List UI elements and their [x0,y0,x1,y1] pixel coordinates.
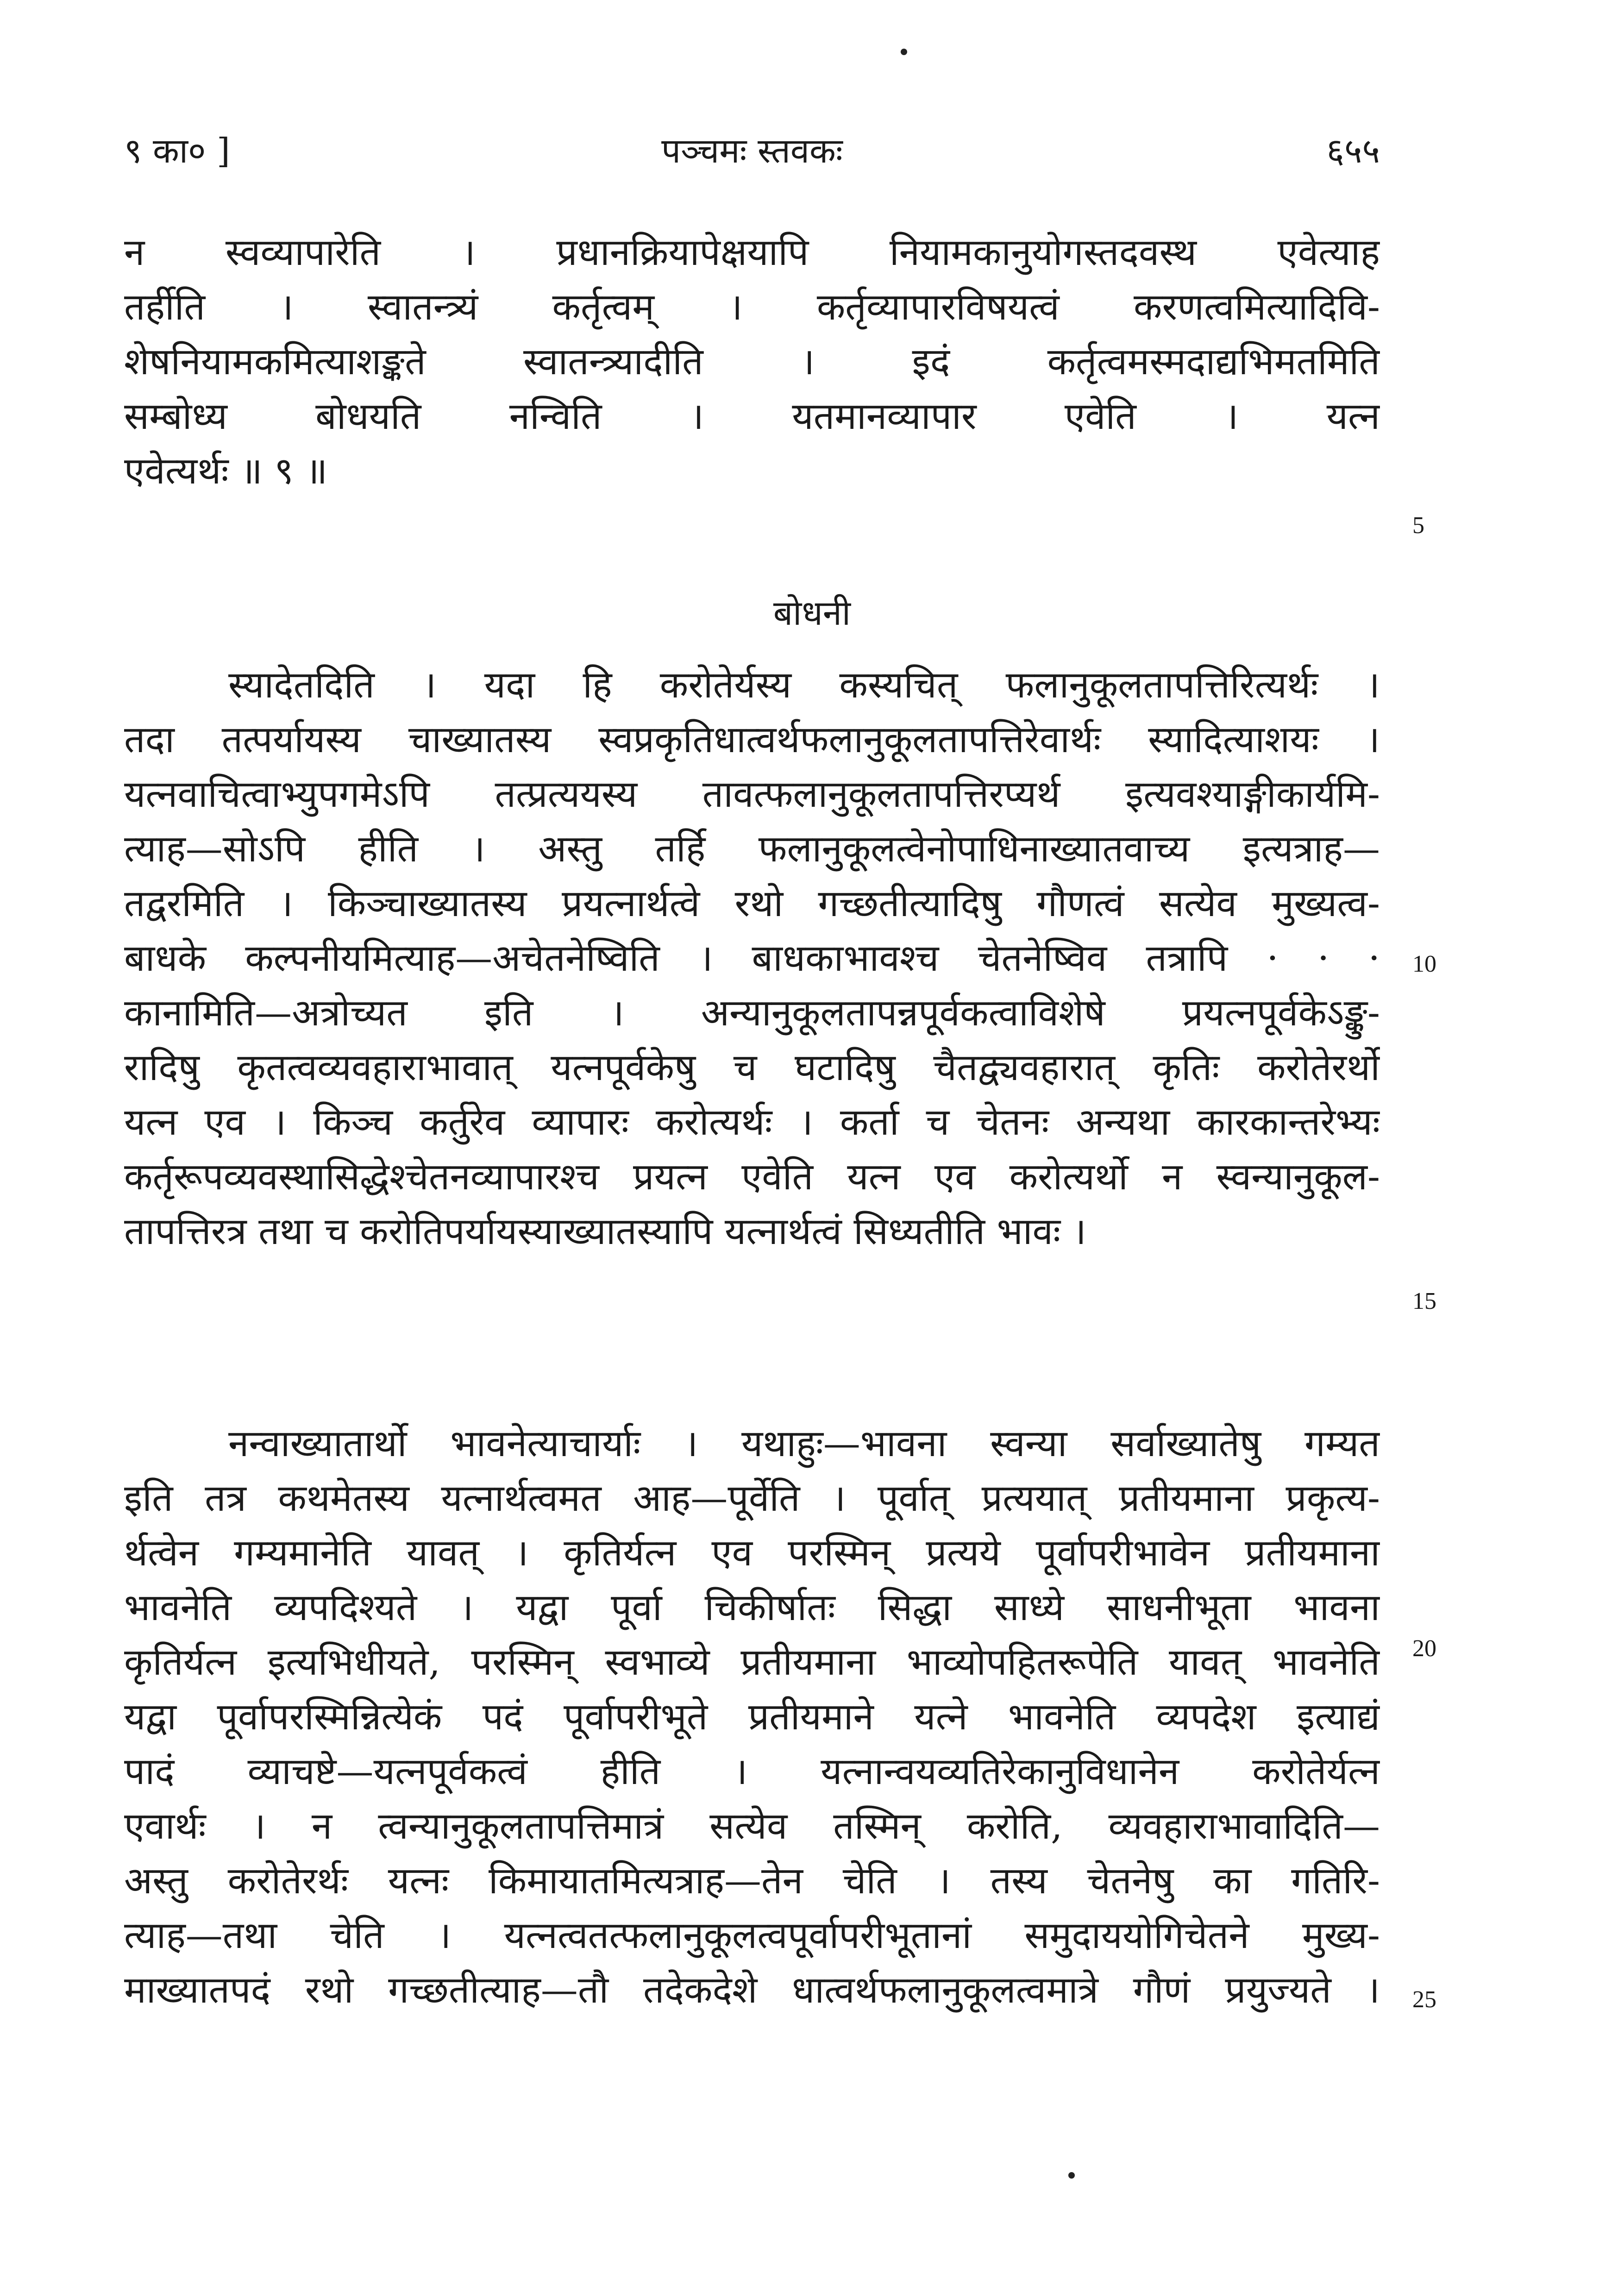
text-line: तद्वरमिति । किञ्चाख्यातस्य प्रयत्नार्थत्वे रथो गच्छतीत्यादिषु गौणत्वं सत्येव मुख्यत्व- [124,882,1380,925]
line-number: 5 [1412,512,1424,539]
section-heading: बोधनी [773,593,851,633]
text-line: एवार्थः । न त्वन्यानुकूलतापत्तिमात्रं सत्येव तस्मिन् करोति, व्यवहाराभावादिति— [124,1804,1380,1847]
header-section-title: पञ्चमः स्तवकः [661,131,843,171]
text-line: नन्वाख्यातार्थो भावनेत्याचार्याः । यथाहुः—भावना स्वन्या सर्वाख्यातेषु गम्यत [228,1422,1380,1465]
text-line: कृतिर्यत्न इत्यभिधीयते, परस्मिन् स्वभाव्ये प्रतीयमाना भाव्योपहितरूपेति यावत् भावनेति [124,1640,1380,1684]
text-line: त्याह—सोऽपि हीति । अस्तु तर्हि फलानुकूलत्वेनोपाधिनाख्यातवाच्य इत्यत्राह— [124,827,1380,870]
text-line: इति तत्र कथमेतस्य यत्नार्थत्वमत आह—पूर्वेति । पूर्वात् प्रत्ययात् प्रतीयमाना प्रकृत्य- [124,1476,1380,1520]
line-number: 15 [1412,1288,1436,1314]
header-chapter-ref: ९ का० ] [124,131,230,171]
text-line: तापत्तिरत्र तथा च करोतिपर्यायस्याख्यातस्यापि यत्नार्थत्वं सिध्यतीति भावः । [124,1210,1086,1253]
line-number: 20 [1412,1635,1436,1662]
text-line: न स्वव्यापारेति । प्रधानक्रियापेक्षयापि नियामकानुयोगस्तदवस्थ एवेत्याह [124,231,1380,274]
text-line: कर्तृरूपव्यवस्थासिद्धेश्चेतनव्यापारश्च प्रयत्न एवेति यत्न एव करोत्यर्थो न स्वन्यानुकूल- [124,1155,1380,1198]
text-line: यत्न एव । किञ्च कर्तुरेव व्यापारः करोत्यर्थः । कर्ता च चेतनः अन्यथा कारकान्तरेभ्यः [124,1100,1380,1143]
text-line: कानामिति—अत्रोच्यत इति । अन्यानुकूलतापन्नपूर्वकत्वाविशेषे प्रयत्नपूर्वकेऽङ्कु- [124,991,1380,1034]
text-line: बाधके कल्पनीयमित्याह—अचेतनेष्विति । बाधकाभावश्च चेतनेष्विव तत्रापि · · · [124,936,1380,980]
line-number: 10 [1412,951,1436,977]
text-line: सम्बोध्य बोधयति नन्विति । यतमानव्यापार एवेति । यत्न [124,395,1380,438]
commentary-paragraph-3 [124,1416,1380,2017]
text-line: माख्यातपदं रथो गच्छतीत्याह—तौ तदेकदेशे धात्वर्थफलानुकूलत्वमात्रे गौणं प्रयुज्यते । [124,1968,1380,2011]
text-line: यत्नवाचित्वाभ्युपगमेऽपि तत्प्रत्ययस्य तावत्फलानुकूलतापत्तिरप्यर्थ इत्यवश्याङ्गीकार्यमि- [124,773,1380,816]
text-line: तदा तत्पर्यायस्य चाख्यातस्य स्वप्रकृतिधात्वर्थफलानुकूलतापत्तिरेवार्थः स्यादित्याशयः । [124,718,1380,761]
header-page-number: ६५५ [1326,131,1380,171]
text-line: अस्तु करोतेरर्थः यत्नः किमायातमित्यत्राह—तेन चेति । तस्य चेतनेषु का गतिरि- [124,1859,1380,1902]
text-line: तर्हीति । स्वातन्त्र्यं कर्तृत्वम् । कर्तृव्यापारविषयत्वं करणत्वमित्यादिवि- [124,285,1380,328]
text-line: पादं व्याचष्टे—यत्नपूर्वकत्वं हीति । यत्नान्वयव्यतिरेकानुविधानेन करोतेर्यत्न [124,1750,1380,1793]
text-line: रादिषु कृतत्वव्यवहाराभावात् यत्नपूर्वकेषु च घटादिषु चैतद्व्यवहारात् कृतिः करोतेरर्थो [124,1046,1380,1089]
text-line: स्यादेतदिति । यदा हि करोतेर्यस्य कस्यचित् फलानुकूलतापत्तिरित्यर्थः । [228,663,1380,706]
text-line: भावनेति व्यपदिश्यते । यद्वा पूर्वा चिकीर्षातः सिद्धा साध्ये साधनीभूता भावना [124,1586,1380,1629]
running-header [124,126,1380,182]
text-line: यद्वा पूर्वापरस्मिन्नित्येकं पदं पूर्वापरीभूते प्रतीयमाने यत्ने भावनेति व्यपदेश इत्याद्यं [124,1695,1380,1738]
text-line: एवेत्यर्थः ॥ ९ ॥ [124,449,328,492]
commentary-paragraph-2 [124,658,1380,1259]
commentary-paragraph-1 [124,225,1380,498]
line-number: 25 [1412,1986,1436,2013]
text-line: शेषनियामकमित्याशङ्कते स्वातन्त्र्यादीति । इदं कर्तृत्वमस्मदाद्यभिमतमिति [124,340,1380,383]
ink-dot-bottom [1068,2172,1075,2179]
text-line: र्थत्वेन गम्यमानेति यावत् । कृतिर्यत्न एव परस्मिन् प्रत्यये पूर्वापरीभावेन प्रतीयमाना [124,1531,1380,1574]
text-line: त्याह—तथा चेति । यत्नत्वतत्फलानुकूलत्वपूर्वापरीभूतानां समुदाययोगिचेतने मुख्य- [124,1914,1380,1957]
ink-dot-top [901,49,907,55]
